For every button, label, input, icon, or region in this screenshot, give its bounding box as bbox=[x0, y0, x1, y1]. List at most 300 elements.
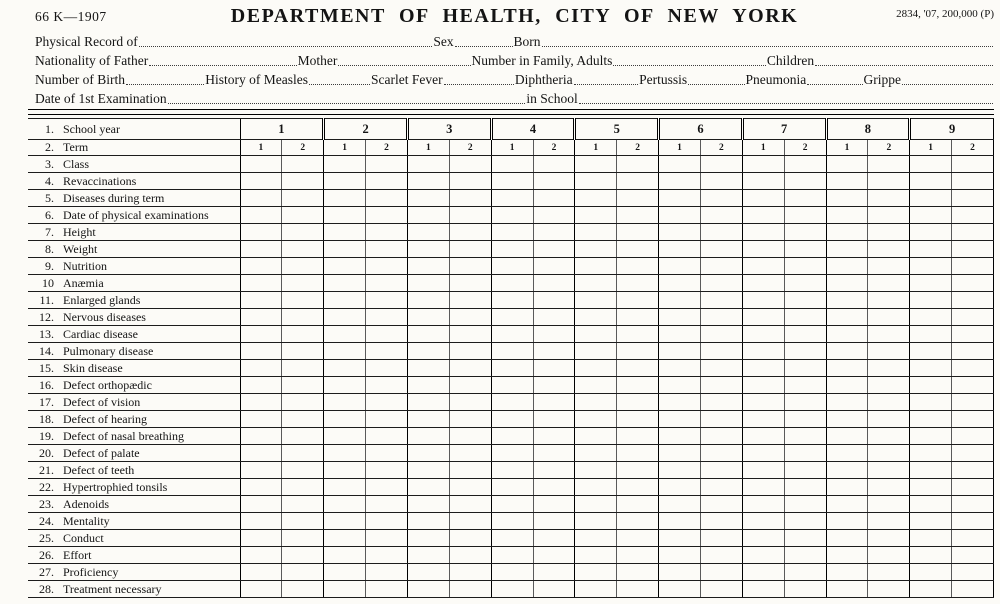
record-cell bbox=[952, 309, 994, 326]
row-title: Cardiac disease bbox=[63, 326, 138, 341]
record-cell bbox=[742, 462, 784, 479]
row-number: 19. bbox=[39, 428, 54, 443]
record-cell bbox=[868, 207, 910, 224]
record-cell bbox=[742, 258, 784, 275]
record-cell bbox=[407, 530, 449, 547]
record-cell bbox=[491, 513, 533, 530]
record-cell bbox=[910, 156, 952, 173]
record-cell bbox=[533, 445, 575, 462]
record-cell bbox=[366, 156, 408, 173]
row-label bbox=[28, 530, 240, 547]
record-cell bbox=[282, 343, 324, 360]
record-cell bbox=[533, 581, 575, 598]
record-cell bbox=[366, 258, 408, 275]
record-cell bbox=[868, 445, 910, 462]
record-cell bbox=[533, 292, 575, 309]
record-cell bbox=[282, 241, 324, 258]
record-cell bbox=[366, 241, 408, 258]
record-cell bbox=[491, 190, 533, 207]
row-title: Treatment necessary bbox=[63, 581, 162, 596]
record-cell bbox=[407, 343, 449, 360]
record-cell bbox=[449, 581, 491, 598]
field-label: Sex bbox=[433, 34, 454, 49]
row-label bbox=[28, 275, 240, 292]
row-label bbox=[28, 140, 240, 156]
record-cell bbox=[366, 207, 408, 224]
record-cell bbox=[575, 581, 617, 598]
record-cell bbox=[366, 547, 408, 564]
record-cell bbox=[575, 530, 617, 547]
record-cell bbox=[282, 462, 324, 479]
record-cell bbox=[742, 156, 784, 173]
record-cell bbox=[784, 394, 826, 411]
table-row bbox=[28, 343, 994, 360]
row-title: Hypertrophied tonsils bbox=[63, 479, 168, 494]
record-cell bbox=[868, 513, 910, 530]
field-label: Born bbox=[513, 34, 541, 49]
page-title: DEPARTMENT OF HEALTH, CITY OF NEW YORK bbox=[230, 5, 799, 27]
record-cell bbox=[282, 411, 324, 428]
row-number: 11. bbox=[39, 292, 54, 307]
record-cell bbox=[659, 292, 701, 309]
record-cell bbox=[659, 462, 701, 479]
record-cell bbox=[324, 292, 366, 309]
record-cell bbox=[910, 173, 952, 190]
row-label bbox=[28, 394, 240, 411]
record-cell bbox=[742, 326, 784, 343]
record-cell bbox=[324, 394, 366, 411]
record-cell bbox=[617, 258, 659, 275]
row-number: 20. bbox=[39, 445, 54, 460]
dotted-leader bbox=[542, 44, 993, 47]
record-cell bbox=[742, 190, 784, 207]
record-cell bbox=[952, 581, 994, 598]
table-row bbox=[28, 360, 994, 377]
record-cell bbox=[826, 445, 868, 462]
record-cell bbox=[366, 479, 408, 496]
record-cell bbox=[449, 343, 491, 360]
row-number: 17. bbox=[39, 394, 54, 409]
record-cell bbox=[700, 445, 742, 462]
record-cell bbox=[826, 411, 868, 428]
table-row bbox=[28, 241, 994, 258]
record-cell bbox=[533, 547, 575, 564]
record-cell bbox=[826, 207, 868, 224]
row-number: 12. bbox=[39, 309, 54, 324]
record-cell bbox=[617, 479, 659, 496]
record-cell bbox=[784, 275, 826, 292]
term-header: 1 bbox=[659, 140, 701, 156]
row-number: 5. bbox=[45, 190, 54, 205]
row-label bbox=[28, 496, 240, 513]
record-cell bbox=[952, 173, 994, 190]
record-cell bbox=[910, 258, 952, 275]
record-cell bbox=[407, 581, 449, 598]
record-cell bbox=[491, 377, 533, 394]
record-cell bbox=[952, 479, 994, 496]
row-title: Adenoids bbox=[63, 496, 109, 511]
record-cell bbox=[240, 292, 282, 309]
record-cell bbox=[366, 462, 408, 479]
record-cell bbox=[366, 496, 408, 513]
term-header: 2 bbox=[952, 140, 994, 156]
record-cell bbox=[533, 394, 575, 411]
dotted-leader bbox=[139, 44, 433, 47]
record-cell bbox=[700, 156, 742, 173]
record-cell bbox=[742, 564, 784, 581]
record-cell bbox=[240, 513, 282, 530]
record-cell bbox=[533, 377, 575, 394]
record-cell bbox=[742, 173, 784, 190]
record-cell bbox=[366, 275, 408, 292]
record-cell bbox=[324, 258, 366, 275]
row-label bbox=[28, 207, 240, 224]
record-cell bbox=[449, 394, 491, 411]
record-cell bbox=[533, 479, 575, 496]
record-cell bbox=[575, 173, 617, 190]
table-row bbox=[28, 462, 994, 479]
record-cell bbox=[575, 190, 617, 207]
record-cell bbox=[700, 343, 742, 360]
record-cell bbox=[868, 292, 910, 309]
record-cell bbox=[491, 445, 533, 462]
record-cell bbox=[784, 479, 826, 496]
record-cell bbox=[659, 530, 701, 547]
record-cell bbox=[575, 275, 617, 292]
record-cell bbox=[742, 445, 784, 462]
record-cell bbox=[407, 360, 449, 377]
record-cell bbox=[449, 377, 491, 394]
record-cell bbox=[407, 309, 449, 326]
record-cell bbox=[910, 292, 952, 309]
record-cell bbox=[449, 326, 491, 343]
row-title: Defect of teeth bbox=[63, 462, 135, 477]
row-title: Enlarged glands bbox=[63, 292, 141, 307]
record-cell bbox=[910, 479, 952, 496]
record-cell bbox=[700, 360, 742, 377]
record-cell bbox=[533, 190, 575, 207]
record-cell bbox=[826, 173, 868, 190]
record-cell bbox=[575, 377, 617, 394]
record-cell bbox=[240, 581, 282, 598]
term-header: 1 bbox=[407, 140, 449, 156]
record-cell bbox=[407, 156, 449, 173]
record-cell bbox=[366, 224, 408, 241]
row-label bbox=[28, 564, 240, 581]
dotted-leader bbox=[168, 101, 526, 104]
row-number: 28. bbox=[39, 581, 54, 596]
record-cell bbox=[240, 530, 282, 547]
record-cell bbox=[240, 207, 282, 224]
record-cell bbox=[826, 581, 868, 598]
row-label bbox=[28, 343, 240, 360]
record-cell bbox=[742, 479, 784, 496]
record-cell bbox=[324, 309, 366, 326]
record-cell bbox=[366, 190, 408, 207]
record-cell bbox=[952, 343, 994, 360]
record-cell bbox=[617, 326, 659, 343]
record-cell bbox=[742, 275, 784, 292]
record-cell bbox=[700, 326, 742, 343]
record-cell bbox=[575, 309, 617, 326]
record-cell bbox=[575, 428, 617, 445]
record-cell bbox=[659, 496, 701, 513]
record-cell bbox=[826, 343, 868, 360]
record-cell bbox=[784, 190, 826, 207]
record-cell bbox=[449, 513, 491, 530]
record-cell bbox=[366, 428, 408, 445]
record-cell bbox=[659, 258, 701, 275]
record-cell bbox=[324, 156, 366, 173]
record-cell bbox=[240, 462, 282, 479]
term-header: 1 bbox=[240, 140, 282, 156]
record-cell bbox=[868, 224, 910, 241]
table-row bbox=[28, 496, 994, 513]
row-label bbox=[28, 479, 240, 496]
record-cell bbox=[366, 581, 408, 598]
record-cell bbox=[659, 377, 701, 394]
record-cell bbox=[282, 496, 324, 513]
record-cell bbox=[784, 581, 826, 598]
record-cell bbox=[533, 513, 575, 530]
record-cell bbox=[282, 513, 324, 530]
record-cell bbox=[240, 343, 282, 360]
record-cell bbox=[700, 496, 742, 513]
record-cell bbox=[617, 190, 659, 207]
record-cell bbox=[240, 479, 282, 496]
record-cell bbox=[617, 394, 659, 411]
record-cell bbox=[491, 530, 533, 547]
row-title: Defect orthopædic bbox=[63, 377, 152, 392]
record-cell bbox=[449, 445, 491, 462]
record-cell bbox=[826, 326, 868, 343]
record-cell bbox=[240, 547, 282, 564]
term-header: 2 bbox=[282, 140, 324, 156]
table-row bbox=[28, 394, 994, 411]
record-cell bbox=[366, 377, 408, 394]
field-line-3 bbox=[35, 69, 994, 88]
record-cell bbox=[617, 513, 659, 530]
record-cell bbox=[366, 343, 408, 360]
record-cell bbox=[282, 173, 324, 190]
record-cell bbox=[617, 496, 659, 513]
record-cell bbox=[826, 241, 868, 258]
row-title: Pulmonary disease bbox=[63, 343, 154, 358]
record-cell bbox=[366, 530, 408, 547]
record-cell bbox=[910, 564, 952, 581]
record-cell bbox=[449, 190, 491, 207]
record-cell bbox=[324, 462, 366, 479]
row-label bbox=[28, 173, 240, 190]
dotted-leader bbox=[444, 82, 514, 85]
record-cell bbox=[533, 173, 575, 190]
record-cell bbox=[868, 428, 910, 445]
row-number: 21. bbox=[39, 462, 54, 477]
row-label bbox=[28, 513, 240, 530]
record-cell bbox=[533, 462, 575, 479]
record-cell bbox=[617, 173, 659, 190]
field-label: History of Measles bbox=[205, 72, 309, 87]
row-label bbox=[28, 258, 240, 275]
record-cell bbox=[366, 411, 408, 428]
record-cell bbox=[826, 530, 868, 547]
row-label bbox=[28, 190, 240, 207]
record-cell bbox=[575, 479, 617, 496]
record-cell bbox=[868, 190, 910, 207]
record-cell bbox=[449, 530, 491, 547]
record-cell bbox=[617, 581, 659, 598]
record-cell bbox=[449, 428, 491, 445]
record-cell bbox=[324, 564, 366, 581]
record-cell bbox=[910, 241, 952, 258]
record-cell bbox=[617, 411, 659, 428]
record-cell bbox=[575, 411, 617, 428]
row-label bbox=[28, 119, 240, 140]
term-header: 2 bbox=[533, 140, 575, 156]
record-cell bbox=[742, 343, 784, 360]
table-row bbox=[28, 564, 994, 581]
record-cell bbox=[700, 309, 742, 326]
record-cell bbox=[826, 513, 868, 530]
record-cell bbox=[784, 377, 826, 394]
record-cell bbox=[784, 173, 826, 190]
record-cell bbox=[533, 258, 575, 275]
row-number: 26. bbox=[39, 547, 54, 562]
year-header-5: 5 bbox=[575, 119, 659, 140]
field-label: Date of 1st Examination bbox=[35, 91, 167, 106]
record-cell bbox=[449, 173, 491, 190]
record-cell bbox=[324, 275, 366, 292]
record-cell bbox=[910, 207, 952, 224]
record-cell bbox=[742, 241, 784, 258]
record-cell bbox=[407, 428, 449, 445]
field-label: Pneumonia bbox=[745, 72, 807, 87]
record-cell bbox=[910, 275, 952, 292]
record-cell bbox=[240, 377, 282, 394]
year-header-3: 3 bbox=[407, 119, 491, 140]
row-number: 23. bbox=[39, 496, 54, 511]
record-cell bbox=[742, 513, 784, 530]
record-cell bbox=[952, 156, 994, 173]
record-cell bbox=[491, 547, 533, 564]
record-cell bbox=[910, 513, 952, 530]
row-number: 13. bbox=[39, 326, 54, 341]
record-cell bbox=[491, 581, 533, 598]
table-row bbox=[28, 190, 994, 207]
record-cell bbox=[491, 173, 533, 190]
record-cell bbox=[491, 241, 533, 258]
record-cell bbox=[742, 428, 784, 445]
record-cell bbox=[491, 275, 533, 292]
record-cell bbox=[491, 394, 533, 411]
row-number: 27. bbox=[39, 564, 54, 579]
record-cell bbox=[282, 156, 324, 173]
record-cell bbox=[324, 513, 366, 530]
record-cell bbox=[868, 394, 910, 411]
table-row bbox=[28, 428, 994, 445]
year-header-9: 9 bbox=[910, 119, 994, 140]
record-cell bbox=[282, 292, 324, 309]
record-cell bbox=[324, 173, 366, 190]
dotted-leader bbox=[309, 82, 370, 85]
record-cell bbox=[449, 309, 491, 326]
record-cell bbox=[324, 547, 366, 564]
row-number: 6. bbox=[45, 207, 54, 222]
record-cell bbox=[952, 530, 994, 547]
record-cell bbox=[282, 207, 324, 224]
record-cell bbox=[533, 241, 575, 258]
record-cell bbox=[784, 513, 826, 530]
term-header: 2 bbox=[617, 140, 659, 156]
record-cell bbox=[324, 530, 366, 547]
table-row bbox=[28, 309, 994, 326]
record-cell bbox=[240, 428, 282, 445]
record-cell bbox=[533, 360, 575, 377]
record-cell bbox=[826, 377, 868, 394]
record-cell bbox=[659, 547, 701, 564]
record-cell bbox=[324, 224, 366, 241]
record-cell bbox=[910, 360, 952, 377]
record-cell bbox=[449, 258, 491, 275]
row-number: 15. bbox=[39, 360, 54, 375]
record-cell bbox=[868, 581, 910, 598]
record-cell bbox=[700, 530, 742, 547]
field-label: Diphtheria bbox=[514, 72, 573, 87]
row-number: 3. bbox=[45, 156, 54, 171]
record-cell bbox=[575, 326, 617, 343]
record-cell bbox=[952, 241, 994, 258]
row-label bbox=[28, 292, 240, 309]
record-cell bbox=[449, 479, 491, 496]
field-label: Grippe bbox=[863, 72, 902, 87]
record-cell bbox=[868, 156, 910, 173]
record-cell bbox=[533, 530, 575, 547]
record-cell bbox=[700, 513, 742, 530]
record-cell bbox=[282, 547, 324, 564]
row-title: School year bbox=[63, 121, 120, 136]
record-cell bbox=[784, 564, 826, 581]
row-title: Defect of vision bbox=[63, 394, 141, 409]
record-cell bbox=[407, 564, 449, 581]
record-cell bbox=[491, 224, 533, 241]
row-number: 22. bbox=[39, 479, 54, 494]
dotted-leader bbox=[338, 63, 470, 66]
year-header-7: 7 bbox=[742, 119, 826, 140]
row-title: Defect of nasal breathing bbox=[63, 428, 184, 443]
year-header-4: 4 bbox=[491, 119, 575, 140]
record-cell bbox=[868, 564, 910, 581]
form-number: 66 K—1907 bbox=[35, 9, 107, 24]
row-number: 4. bbox=[45, 173, 54, 188]
record-cell bbox=[910, 530, 952, 547]
record-cell bbox=[952, 326, 994, 343]
record-cell bbox=[784, 496, 826, 513]
record-cell bbox=[868, 377, 910, 394]
record-cell bbox=[700, 411, 742, 428]
record-cell bbox=[952, 190, 994, 207]
record-cell bbox=[868, 479, 910, 496]
record-cell bbox=[491, 564, 533, 581]
record-cell bbox=[700, 479, 742, 496]
row-title: Skin disease bbox=[63, 360, 123, 375]
record-cell bbox=[407, 394, 449, 411]
record-table bbox=[28, 118, 994, 598]
record-cell bbox=[240, 326, 282, 343]
record-cell bbox=[659, 479, 701, 496]
form-header bbox=[28, 5, 994, 29]
field-label: Pertussis bbox=[639, 72, 688, 87]
record-cell bbox=[826, 360, 868, 377]
